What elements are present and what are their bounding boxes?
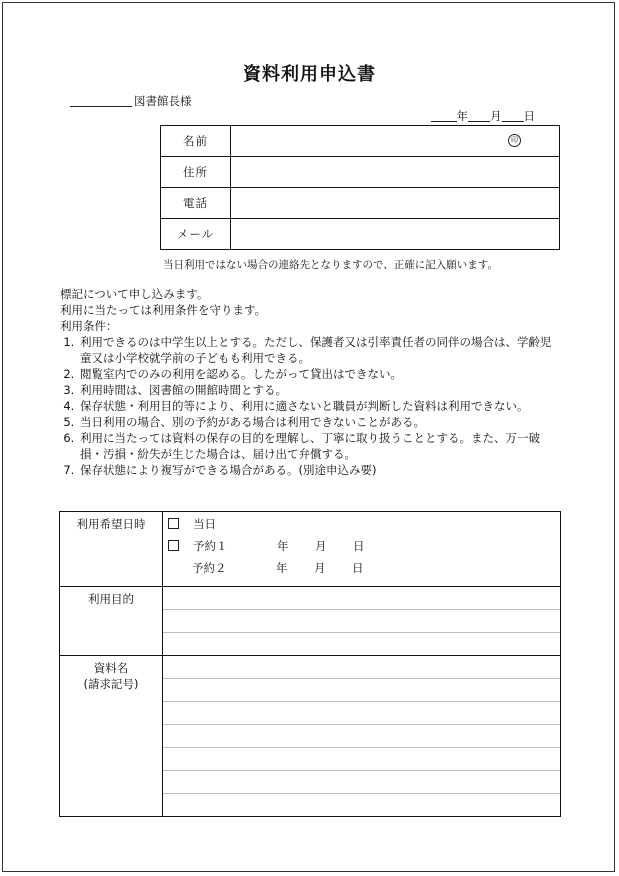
today-checkbox[interactable] bbox=[168, 518, 179, 529]
addressee-suffix: 図書館長様 bbox=[134, 94, 192, 108]
reserve1-checkbox[interactable] bbox=[168, 540, 179, 551]
condition-item: 3. 利用時間は、図書館の開館時間とする。 bbox=[78, 382, 560, 398]
library-name-blank[interactable] bbox=[70, 94, 132, 107]
applicant-row-address bbox=[161, 157, 560, 188]
request-row-material bbox=[60, 656, 561, 817]
year-label: 年 bbox=[456, 109, 468, 123]
material-name-label: 資料名 bbox=[93, 661, 129, 675]
material-field[interactable] bbox=[163, 656, 561, 817]
condition-item: 6. 利用に当たっては資料の保存の目的を理解し、丁寧に取り扱うこととする。また、万一破損・汚損・紛失が生じた場合は、届け出て弁償する。 bbox=[78, 430, 560, 462]
seal-mark: 印 bbox=[508, 134, 521, 147]
address-field[interactable] bbox=[231, 157, 560, 188]
today-label: 当日 bbox=[193, 517, 216, 531]
condition-item: 7. 保存状態により複写ができる場合がある。(別途申込み要) bbox=[78, 462, 560, 478]
option-reserve1 bbox=[163, 535, 560, 557]
intro-line: 利用条件： bbox=[60, 319, 118, 333]
applicant-table bbox=[160, 125, 560, 250]
day-blank[interactable] bbox=[502, 109, 524, 122]
addressee-line bbox=[70, 93, 192, 109]
date-label: 利用希望日時 bbox=[60, 512, 163, 587]
year-blank[interactable] bbox=[431, 109, 457, 122]
field-label: 電話 bbox=[161, 188, 231, 219]
intro-line: 標記について申し込みます。 bbox=[60, 287, 209, 301]
date-options bbox=[163, 512, 561, 587]
condition-item: 1. 利用できるのは中学生以上とする。ただし、保護者又は引率責任者の同伴の場合は、学齢児童又は小学校就学前の子どもも利用できる。 bbox=[78, 334, 560, 366]
material-label bbox=[60, 656, 163, 817]
purpose-field[interactable] bbox=[163, 587, 561, 656]
day-label: 日 bbox=[523, 109, 535, 123]
terms-section bbox=[60, 286, 560, 478]
applicant-row-phone bbox=[161, 188, 560, 219]
month-label: 月 bbox=[490, 109, 502, 123]
field-label: メール bbox=[161, 219, 231, 250]
option-reserve2 bbox=[163, 557, 560, 579]
reserve2-label: 予約２ bbox=[192, 561, 227, 575]
request-row-date bbox=[60, 512, 561, 587]
request-row-purpose bbox=[60, 587, 561, 656]
application-date bbox=[431, 108, 536, 124]
option-today bbox=[163, 513, 560, 535]
intro-line: 利用に当たっては利用条件を守ります。 bbox=[60, 303, 267, 317]
month-blank[interactable] bbox=[468, 109, 490, 122]
call-number-label: (請求記号) bbox=[83, 677, 139, 691]
reserve2-date[interactable]: 年 月 日 bbox=[276, 561, 364, 575]
field-label: 住所 bbox=[161, 157, 231, 188]
reserve1-label: 予約１ bbox=[193, 539, 228, 553]
applicant-row-email bbox=[161, 219, 560, 250]
applicant-row-name bbox=[161, 126, 560, 157]
condition-item: 4. 保存状態・利用目的等により、利用に適さないと職員が判断した資料は利用できない。 bbox=[78, 398, 560, 414]
name-field[interactable] bbox=[231, 126, 560, 157]
field-label: 名前 bbox=[161, 126, 231, 157]
request-table bbox=[59, 511, 561, 817]
email-field[interactable] bbox=[231, 219, 560, 250]
condition-item: 5. 当日利用の場合、別の予約がある場合は利用できないことがある。 bbox=[78, 414, 560, 430]
condition-item: 2. 閲覧室内でのみの利用を認める。したがって貸出はできない。 bbox=[78, 366, 560, 382]
reserve1-date[interactable]: 年 月 日 bbox=[277, 539, 365, 553]
phone-field[interactable] bbox=[231, 188, 560, 219]
page-title: 資料利用申込書 bbox=[243, 64, 376, 85]
contact-note: 当日利用ではない場合の連絡先となりますので、正確に記入願います。 bbox=[163, 259, 498, 271]
conditions-list bbox=[60, 334, 560, 478]
purpose-label: 利用目的 bbox=[60, 587, 163, 656]
